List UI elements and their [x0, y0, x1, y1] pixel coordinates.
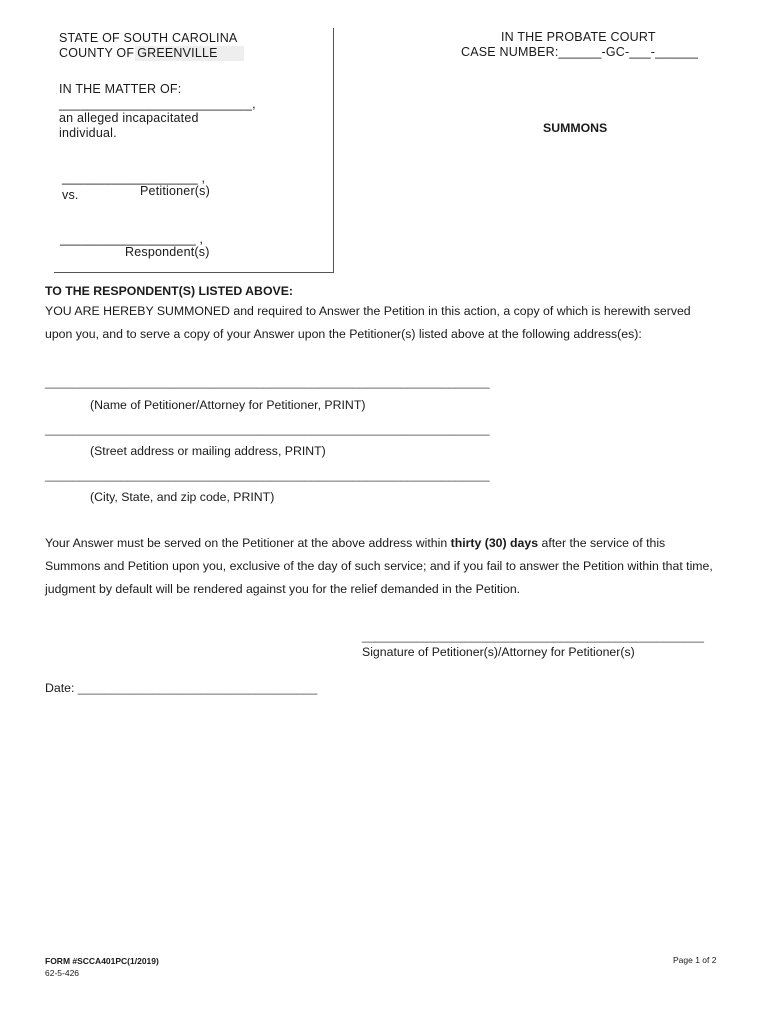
- incapacitated-text-1: an alleged incapacitated: [59, 111, 199, 125]
- case-number-field[interactable]: CASE NUMBER:______-GC-___-______: [461, 45, 699, 59]
- county-label: COUNTY OF: [59, 46, 135, 60]
- court-name: IN THE PROBATE COURT: [501, 30, 656, 44]
- answer-line-3: judgment by default will be rendered against you for the relief demanded in the Petition.: [45, 582, 521, 596]
- respondent-label: Respondent(s): [125, 245, 210, 259]
- date-line: [45, 680, 317, 696]
- petitioner-name-field[interactable]: ___________________ ,: [62, 171, 206, 185]
- vs-label: vs.: [62, 188, 79, 202]
- petitioner-label: Petitioner(s): [140, 184, 210, 198]
- statute-code: 62-5-426: [45, 968, 80, 978]
- caption-vertical-rule: [333, 28, 334, 273]
- intro-line-2: upon you, and to serve a copy of your Answer upon the Petitioner(s) listed above at the following address(es):: [45, 327, 642, 341]
- signature-field[interactable]: __________________________________________________: [362, 629, 704, 643]
- street-address-field[interactable]: _________________________________________________________________: [45, 422, 490, 436]
- matter-name-field[interactable]: ___________________________,: [59, 97, 256, 111]
- city-state-zip-label: (City, State, and zip code, PRINT): [90, 490, 275, 504]
- answer-line-1-end: after the service of this: [538, 536, 666, 550]
- respondent-heading: TO THE RESPONDENT(S) LISTED ABOVE:: [45, 284, 294, 298]
- petitioner-name-print-label: (Name of Petitioner/Attorney for Petitioner, PRINT): [90, 398, 366, 412]
- form-number: FORM #SCCA401PC(1/2019): [45, 956, 159, 966]
- answer-line-1: [45, 535, 665, 551]
- caption-horizontal-rule: [54, 272, 334, 273]
- signature-label: Signature of Petitioner(s)/Attorney for Petitioner(s): [362, 645, 635, 659]
- page-number: Page 1 of 2: [673, 955, 717, 965]
- date-field[interactable]: ___________________________________: [77, 681, 318, 695]
- petitioner-name-print-field[interactable]: _________________________________________________________________: [45, 375, 490, 389]
- document-title: SUMMONS: [543, 121, 608, 135]
- answer-line-1-start: Your Answer must be served on the Petitioner at the above address within: [45, 536, 451, 550]
- answer-line-2: Summons and Petition upon you, exclusive of the day of such service; and if you fail to answer the Petition within that time,: [45, 559, 713, 573]
- street-address-label: (Street address or mailing address, PRINT): [90, 444, 326, 458]
- matter-label: IN THE MATTER OF:: [59, 82, 182, 96]
- answer-deadline: thirty (30) days: [450, 536, 539, 550]
- state-label: STATE OF SOUTH CAROLINA: [59, 31, 238, 45]
- city-state-zip-field[interactable]: _________________________________________________________________: [45, 468, 490, 482]
- date-label: Date:: [45, 681, 75, 695]
- respondent-name-field[interactable]: ___________________ ,: [60, 232, 204, 246]
- intro-line-1: YOU ARE HEREBY SUMMONED and required to Answer the Petition in this action, a copy of which is herewith served: [45, 304, 691, 318]
- county-field[interactable]: GREENVILLE: [135, 46, 244, 61]
- incapacitated-text-2: individual.: [59, 126, 117, 140]
- county-line: [59, 46, 244, 61]
